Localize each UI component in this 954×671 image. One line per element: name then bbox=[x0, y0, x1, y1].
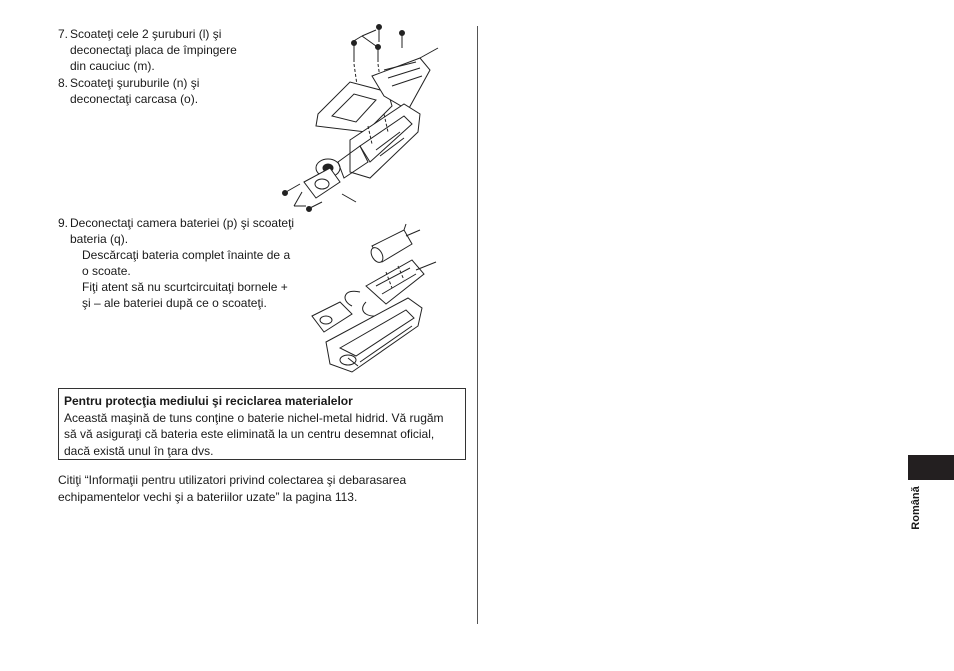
battery-removal-illustration bbox=[300, 222, 440, 384]
notice-title: Pentru protecţia mediului şi reciclarea materialelor bbox=[64, 394, 353, 408]
step-number: 9. bbox=[58, 216, 69, 230]
step-note-line: o scoate. bbox=[82, 264, 131, 278]
notice-text-line: să vă asiguraţi că bateria este eliminată la un centru desemnat oficial, bbox=[64, 427, 435, 441]
step-8 bbox=[58, 75, 199, 107]
step-9 bbox=[58, 215, 294, 311]
language-tab-marker bbox=[908, 455, 954, 480]
step-7 bbox=[58, 26, 237, 74]
column-divider bbox=[477, 26, 478, 624]
notice-text-line: Această maşină de tuns conţine o baterie nichel-metal hidrid. Vă rugăm bbox=[64, 410, 444, 425]
step-text-line: din cauciuc (m). bbox=[70, 59, 155, 73]
step-text-line: Deconectaţi camera bateriei (p) şi scoateţi bbox=[70, 216, 295, 230]
notice-text-line: dacă există unul în ţara dvs. bbox=[64, 443, 214, 458]
paragraph-line: Citiţi “Informaţii pentru utilizatori privind colectarea şi debarasarea bbox=[58, 473, 407, 487]
step-note-line: şi – ale bateriei după ce o scoateţi. bbox=[82, 296, 267, 310]
step-text-line: deconectaţi carcasa (o). bbox=[70, 92, 199, 106]
step-text-line: bateria (q). bbox=[70, 232, 129, 246]
language-label-text: Română bbox=[910, 486, 922, 530]
recycling-notice bbox=[58, 388, 466, 460]
disassembly-illustration bbox=[280, 22, 440, 214]
step-text-line: Scoateţi cele 2 şuruburi (l) şi bbox=[70, 27, 222, 41]
step-number: 8. bbox=[58, 76, 69, 90]
paragraph-line: echipamentelor vechi şi a bateriilor uzate” la pagina 113. bbox=[58, 490, 358, 504]
step-note-line: Descărcaţi bateria complet înainte de a bbox=[82, 248, 291, 262]
step-text-line: deconectaţi placa de împingere bbox=[70, 43, 237, 57]
step-text-line: Scoateţi şuruburile (n) şi bbox=[70, 76, 200, 90]
step-note-line: Fiţi atent să nu scurtcircuitaţi bornele + bbox=[82, 280, 288, 294]
language-tab-label bbox=[906, 478, 926, 538]
step-number: 7. bbox=[58, 27, 69, 41]
disposal-reference-paragraph bbox=[58, 472, 406, 506]
